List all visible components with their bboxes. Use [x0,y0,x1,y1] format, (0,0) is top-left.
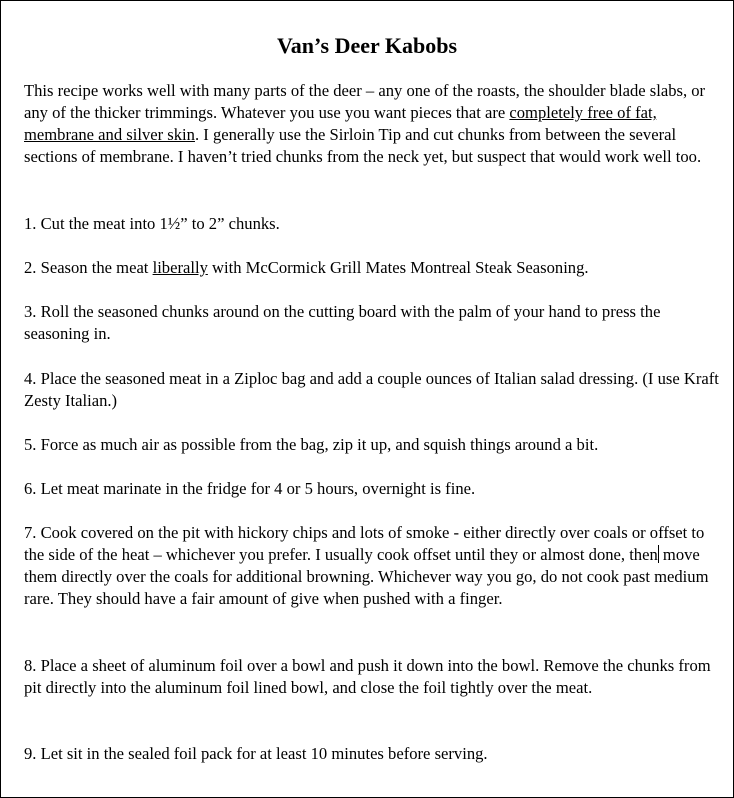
step-8: 8. Place a sheet of aluminum foil over a bowl and push it down into the bowl. Remove the chunks from pit directly into the aluminum foil lined bowl, and close the foil tightly over the meat. [24,656,711,697]
intro-underlined-text: completely free of fat, membrane and silver skin [24,103,657,144]
step-2-text-2: with McCormick Grill Mates Montreal Steak Seasoning. [207,258,589,277]
step-1: 1. Cut the meat into 1½” to 2” chunks. [24,214,280,233]
step-7-text-1: 7. Cook covered on the pit with hickory chips and lots of smoke - either directly over coals or offset to the side of the heat – whichever you prefer. I usually cook offset until they or almost done, then [24,523,705,564]
intro-paragraph [24,80,724,168]
step-2 [24,257,724,279]
intro-text-1: This recipe works well with many parts of the deer – any one of the roasts, the shoulder blade slabs, or any of the thicker trimmings. Whatever you use you want pieces that are [24,81,706,122]
step-2-text-1: 2. Season the meat [24,258,153,277]
step-9: 9. Let sit in the sealed foil pack for at least 10 minutes before serving. [24,744,488,763]
step-4: 4. Place the seasoned meat in a Ziploc bag and add a couple ounces of Italian salad dressing. (I use Kraft Zesty Italian.) [24,369,719,410]
step-5: 5. Force as much air as possible from the bag, zip it up, and squish things around a bit. [24,435,599,454]
step-7 [24,522,724,610]
step-7-text-2: move them directly over the coals for additional browning. Whichever way you go, do not cook past medium rare. They should have a fair amount of give when pushed with a finger. [24,545,709,608]
step-2-underlined-text: liberally [152,258,208,277]
intro-text-2: . I generally use the Sirloin Tip and cut chunks from between the several sections of membrane. I haven’t tried chunks from the neck yet, but suspect that would work well too. [24,125,702,166]
step-6: 6. Let meat marinate in the fridge for 4 or 5 hours, overnight is fine. [24,479,476,498]
recipe-title: Van’s Deer Kabobs [276,33,458,58]
step-3: 3. Roll the seasoned chunks around on the cutting board with the palm of your hand to press the seasoning in. [24,302,661,343]
